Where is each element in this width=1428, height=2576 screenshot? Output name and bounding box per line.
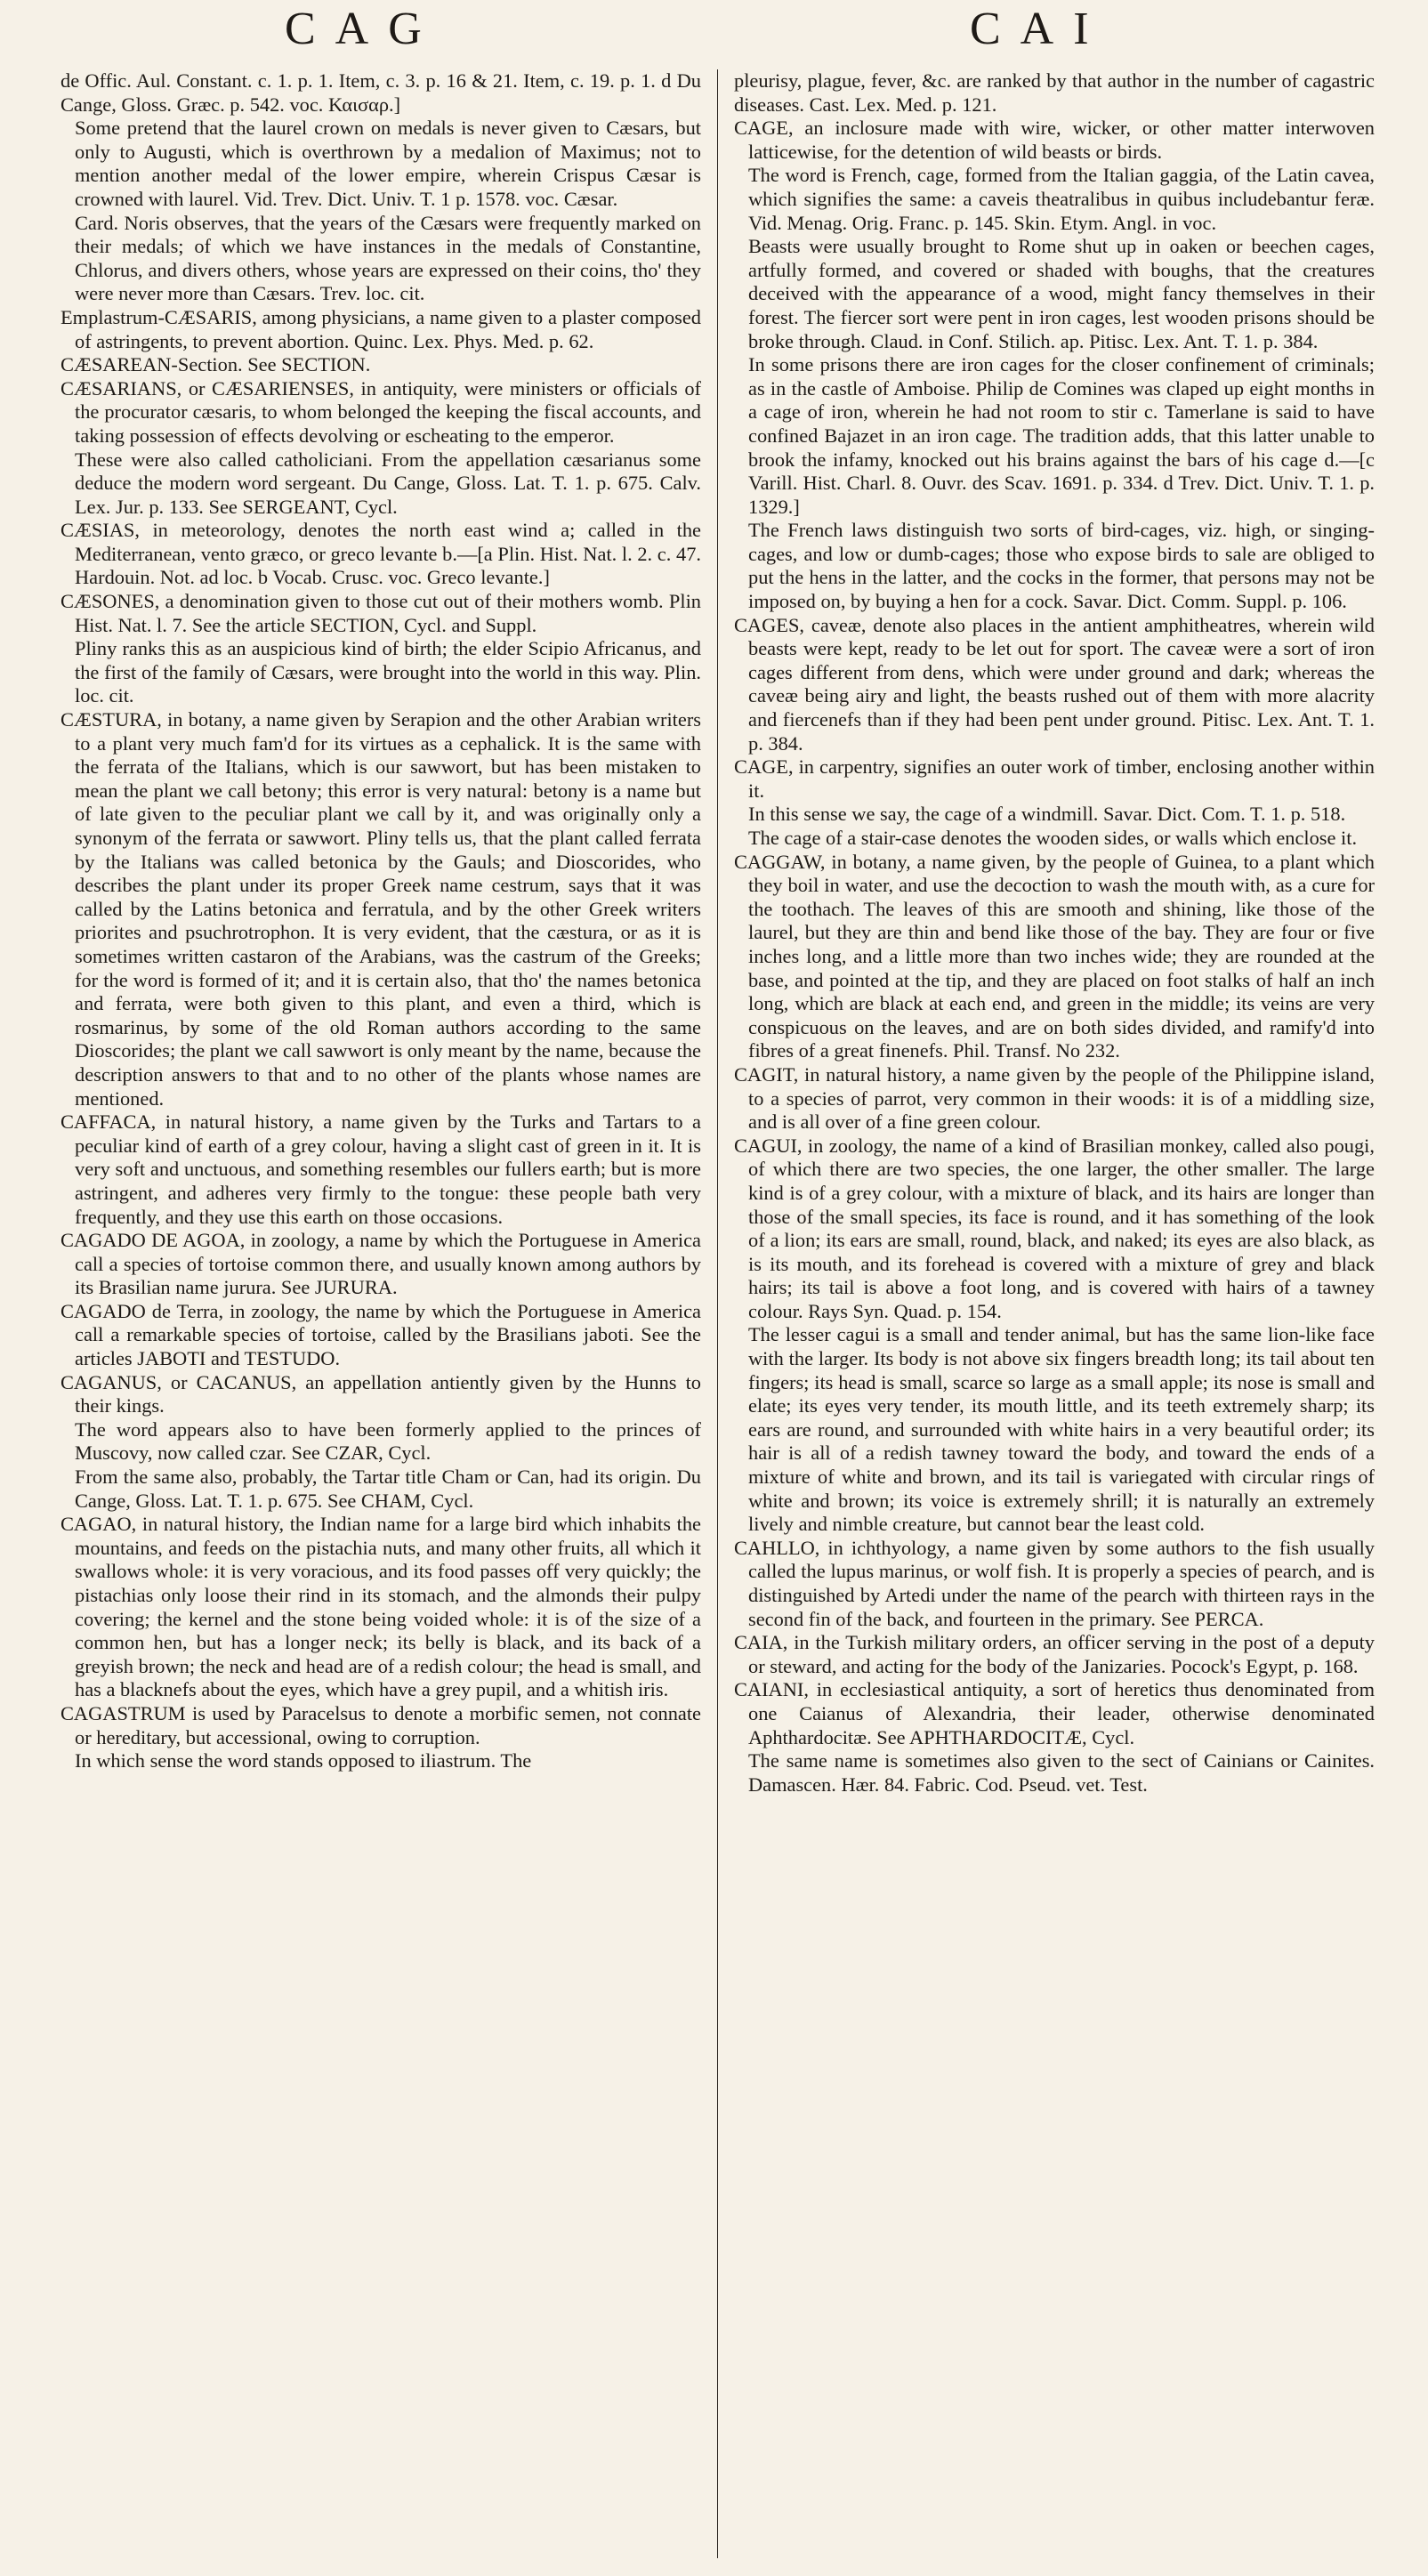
- entry-paragraph: The same name is sometimes also given to the sect of Cainians or Cainites. Damascen. Hær. 84. Fabric. Cod. Pseud. vet. Test.: [748, 1749, 1375, 1796]
- dictionary-entry: CAIANI, in ecclesiastical antiquity, a sort of heretics thus denominated from one Caianus of Alexandria, their leader, otherwise denominated Aphthardocitæ. See APHTHARDOCITÆ, Cycl.: [734, 1678, 1375, 1748]
- running-head-left: CAG: [285, 4, 441, 54]
- entry-paragraph: In some prisons there are iron cages for the closer confinement of criminals; as in the castle of Amboise. Philip de Comines was claped up eight months in a cage of iron, wherein he had not room to stir c. Tamerlane is said to have confined Bajazet in an iron cage. The tradition adds, that this latter unable to brook the infamy, knocked out his brains against the bars of his cage d.—[c Varill. Hist. Charl. 8. Ouvr. des Scav. 1691. p. 334. d Trev. Dict. Univ. T. 1. p. 1329.]: [748, 353, 1375, 518]
- entry-paragraph: Card. Noris observes, that the years of the Cæsars were frequently marked on their medals; of which we have instances in the medals of Constantine, Chlorus, and divers others, whose years are expressed on their coins, tho' they were never more than Cæsars. Trev. loc. cit.: [75, 211, 701, 305]
- dictionary-entry: CAGANUS, or CACANUS, an appellation antiently given by the Hunns to their kings.: [61, 1370, 701, 1417]
- left-column: [61, 69, 717, 2558]
- entry-paragraph: The cage of a stair-case denotes the wooden sides, or walls which enclose it.: [748, 827, 1358, 849]
- right-column: [718, 69, 1375, 2558]
- dictionary-entry: CÆSIAS, in meteorology, denotes the north east wind a; called in the Mediterranean, vento græco, or greco levante b.—[a Plin. Hist. Nat. l. 2. c. 47. Hardouin. Not. ad loc. b Vocab. Crusc. voc. Greco levante.]: [61, 519, 701, 589]
- entry-paragraph: pleurisy, plague, fever, &c. are ranked by that author in the number of cagastric diseases. Cast. Lex. Med. p. 121.: [734, 69, 1375, 116]
- entry-paragraph: de Offic. Aul. Constant. c. 1. p. 1. Item, c. 3. p. 16 & 21. Item, c. 19. p. 1. d Du Cange, Gloss. Græc. p. 542. voc. Καισαρ.]: [61, 69, 701, 116]
- dictionary-entry: CAGUI, in zoology, the name of a kind of Brasilian monkey, called also pougi, of which there are two species, the one larger, the other smaller. The large kind is of a grey colour, with a mixture of black, and its hairs are longer than those of the small species, its face is round, and it has something of the look of a lion; its ears are small, round, black, and naked; its eyes are also black, as is its mouth, and its forehead is covered with a mixture of grey and black hairs; its tail is above a foot long, and is covered with hairs of a tawney colour. Rays Syn. Quad. p. 154.: [734, 1134, 1375, 1322]
- entry-paragraph: These were also called catholiciani. From the appellation cæsarianus some deduce the modern word sergeant. Du Cange, Gloss. Lat. T. 1. p. 675. Calv. Lex. Jur. p. 133. See SERGEANT, Cycl.: [75, 448, 701, 518]
- dictionary-entry: CAIA, in the Turkish military orders, an officer serving in the post of a deputy or steward, and acting for the body of the Janizaries. Pocock's Egypt, p. 168.: [734, 1631, 1375, 1677]
- entry-paragraph: Beasts were usually brought to Rome shut up in oaken or beechen cages, artfully formed, and covered or shaded with boughs, that the creatures deceived with the appearance of a wood, might fancy themselves in their forest. The fiercer sort were pent in iron cages, lest wooden prisons should be broke through. Claud. in Conf. Stilich. ap. Pitisc. Lex. Ant. T. 1. p. 384.: [748, 235, 1375, 352]
- entry-paragraph: The word is French, cage, formed from the Italian gaggia, of the Latin cavea, which signifies the same: a caveis theatralibus in quibus includebantur feræ. Vid. Menag. Orig. Franc. p. 145. Skin. Etym. Angl. in voc.: [748, 164, 1375, 234]
- entry-paragraph: From the same also, probably, the Tartar title Cham or Can, had its origin. Du Cange, Gloss. Lat. T. 1. p. 675. See CHAM, Cycl.: [75, 1466, 701, 1512]
- entry-paragraph: The word appears also to have been formerly applied to the princes of Muscovy, now called czar. See CZAR, Cycl.: [75, 1417, 701, 1465]
- dictionary-entry: CAGAO, in natural history, the Indian name for a large bird which inhabits the mountains, and feeds on the pistachia nuts, and many other fruits, all which it swallows whole: it is very voracious, and its food passes off very quickly; the pistachias only loose their rind in its stomach, and the almonds their pulpy covering; the kernel and the stone being voided whole: it is of the size of a common hen, but has a longer neck; its belly is black, and its back of a greyish brown; the neck and head are of a redish colour; the head is small, and has a blacknefs about the eyes, which have a grey pupil, and a whitish iris.: [61, 1513, 701, 1701]
- dictionary-entry: CAGIT, in natural history, a name given by the people of the Philippine island, to a species of parrot, very common in their woods: it is of a middling size, and is all over of a fine green colour.: [734, 1062, 1375, 1134]
- dictionary-entry: CAGES, caveæ, denote also places in the antient amphitheatres, wherein wild beasts were kept, ready to be let out for sport. The caveæ were a sort of iron cages different from dens, which were under ground and dark; whereas the caveæ being airy and light, the beasts rushed out of them with more alacrity and fiercenefs than if they had been pent under ground. Pitisc. Lex. Ant. T. 1. p. 384.: [734, 613, 1375, 755]
- dictionary-entry: CAGE, in carpentry, signifies an outer work of timber, enclosing another within it.: [734, 755, 1375, 802]
- dictionary-entry: CÆSARIANS, or CÆSARIENSES, in antiquity, were ministers or officials of the procurator cæsaris, to whom belonged the keeping the fiscal accounts, and taking possession of effects devolving or escheating to the emperor.: [61, 376, 701, 447]
- dictionary-entry: CAFFACA, in natural history, a name given by the Turks and Tartars to a peculiar kind of earth of a grey colour, having a slight cast of green in it. It is very soft and unctuous, and something resembles our fullers earth; but is more astringent, and adheres very firmly to the tongue: these people bath very frequently, and they use this earth on those occasions.: [61, 1110, 701, 1228]
- dictionary-entry: CAGADO DE AGOA, in zoology, a name by which the Portuguese in America call a species of tortoise common there, and usually known among authors by its Brasilian name jurura. See JURURA.: [61, 1229, 701, 1299]
- dictionary-entry: CÆSONES, a denomination given to those cut out of their mothers womb. Plin Hist. Nat. l. 7. See the article SECTION, Cycl. and Suppl.: [61, 590, 701, 636]
- dictionary-entry: CÆSTURA, in botany, a name given by Serapion and the other Arabian writers to a plant very much fam'd for its virtues as a cephalick. It is the same with the ferrata of the Italians, which is our sawwort, but has been mistaken to mean the plant we call betony; this error is very natural: betony is a name but of late given to the peculiar plant we call by it, and was originally only a synonym of the ferrata or sawwort. Pliny tells us, that the plant called ferrata by the Italians was called betonica by the Gauls; and Dioscorides, who describes the plant under its proper Greek name cestrum, says that it was called by the Latins betonica and ferratula, and by the other Greek writers priorites and psuchrotrophon. It is very evident, that the cæstura, or as it is sometimes written castaron of the Arabians, was the castrum of the Greeks; for the word is formed of it; and it is certain also, that tho' the names betonica and ferrata, were both given to this plant, and even a third, which is rosmarinus, by some of the old Roman authors according to the same Dioscorides; the plant we call sawwort is only meant by the name, because the description answers to that and to no other of the plants whose names are mentioned.: [61, 708, 701, 1110]
- entry-paragraph: In which sense the word stands opposed to iliastrum. The: [75, 1749, 532, 1773]
- dictionary-entry: CAGGAW, in botany, a name given, by the people of Guinea, to a plant which they boil in water, and use the decoction to wash the mouth with, as a cure for the toothach. The leaves of this are smooth and shining, like those of the laurel, but they are thin and bend like those of the bay. They are four or five inches long, and a little more than two inches wide; they are rounded at the base, and pointed at the tip, and they are placed on foot stalks of half an inch long, which are black at each end, and green in the middle; its veins are very conspicuous on the leaves, and are on both sides divided, and ramify'd into fibres of a great finenefs. Phil. Transf. No 232.: [734, 850, 1375, 1062]
- dictionary-entry: CAHLLO, in ichthyology, a name given by some authors to the fish usually called the lupus marinus, or wolf fish. It is properly a species of pearch, and is distinguished by Artedi under the name of the pearch with thirteen rays in the second fin of the back, and fourteen in the primary. See PERCA.: [734, 1536, 1375, 1630]
- dictionary-entry: CAGASTRUM is used by Paracelsus to denote a morbific semen, not connate or hereditary, but accessional, owing to corruption.: [61, 1701, 701, 1748]
- running-head-right: CAI: [970, 4, 1109, 54]
- entry-paragraph: Pliny ranks this as an auspicious kind of birth; the elder Scipio Africanus, and the first of the family of Cæsars, were brought into the world in this way. Plin. loc. cit.: [75, 637, 701, 707]
- dictionary-entry: CÆSAREAN-Section. See SECTION.: [61, 353, 371, 376]
- dictionary-entry: Emplastrum-CÆSARIS, among physicians, a name given to a plaster composed of astringents, to prevent abortion. Quinc. Lex. Phys. Med. p. 62.: [61, 305, 701, 352]
- running-head: [0, 0, 1428, 59]
- dictionary-entry: CAGADO de Terra, in zoology, the name by which the Portuguese in America call a remarkable species of tortoise, called by the Brasilians jaboti. See the articles JABOTI and TESTUDO.: [61, 1299, 701, 1370]
- entry-paragraph: The lesser cagui is a small and tender animal, but has the same lion-like face with the larger. Its body is not above six fingers breadth long; its tail about ten fingers; its head is small, scarce so large as a small apple; its nose is small and elate; its eyes very tender, its mouth little, and its teeth extremely sharp; its ears are round, and surrounded with white hairs in a very beautiful order; its hair is all of a redish tawney toward the body, and toward the ends of a mixture of white and brown, and its tail is variegated with circular rings of white and brown; its voice is extremely shrill; it is naturally an extremely lively and nimble creature, but cannot bear the least cold.: [748, 1323, 1375, 1536]
- entry-paragraph: The French laws distinguish two sorts of bird-cages, viz. high, or singing-cages, and low or dumb-cages; those who expose birds to sale are obliged to put the hens in the latter, and the cocks in the former, that persons may not be imposed on, by buying a hen for a cock. Savar. Dict. Comm. Suppl. p. 106.: [748, 519, 1375, 613]
- entry-paragraph: Some pretend that the laurel crown on medals is never given to Cæsars, but only to Augusti, which is overthrown by a medalion of Maximus; not to mention another medal of the lower empire, wherein Crispus Cæsar is crowned with laurel. Vid. Trev. Dict. Univ. T. 1 p. 1578. voc. Cæsar.: [75, 117, 701, 210]
- dictionary-entry: CAGE, an inclosure made with wire, wicker, or other matter interwoven latticewise, for the detention of wild beasts or birds.: [734, 117, 1375, 163]
- entry-paragraph: In this sense we say, the cage of a windmill. Savar. Dict. Com. T. 1. p. 518.: [748, 803, 1346, 826]
- text-columns: [61, 69, 1375, 2558]
